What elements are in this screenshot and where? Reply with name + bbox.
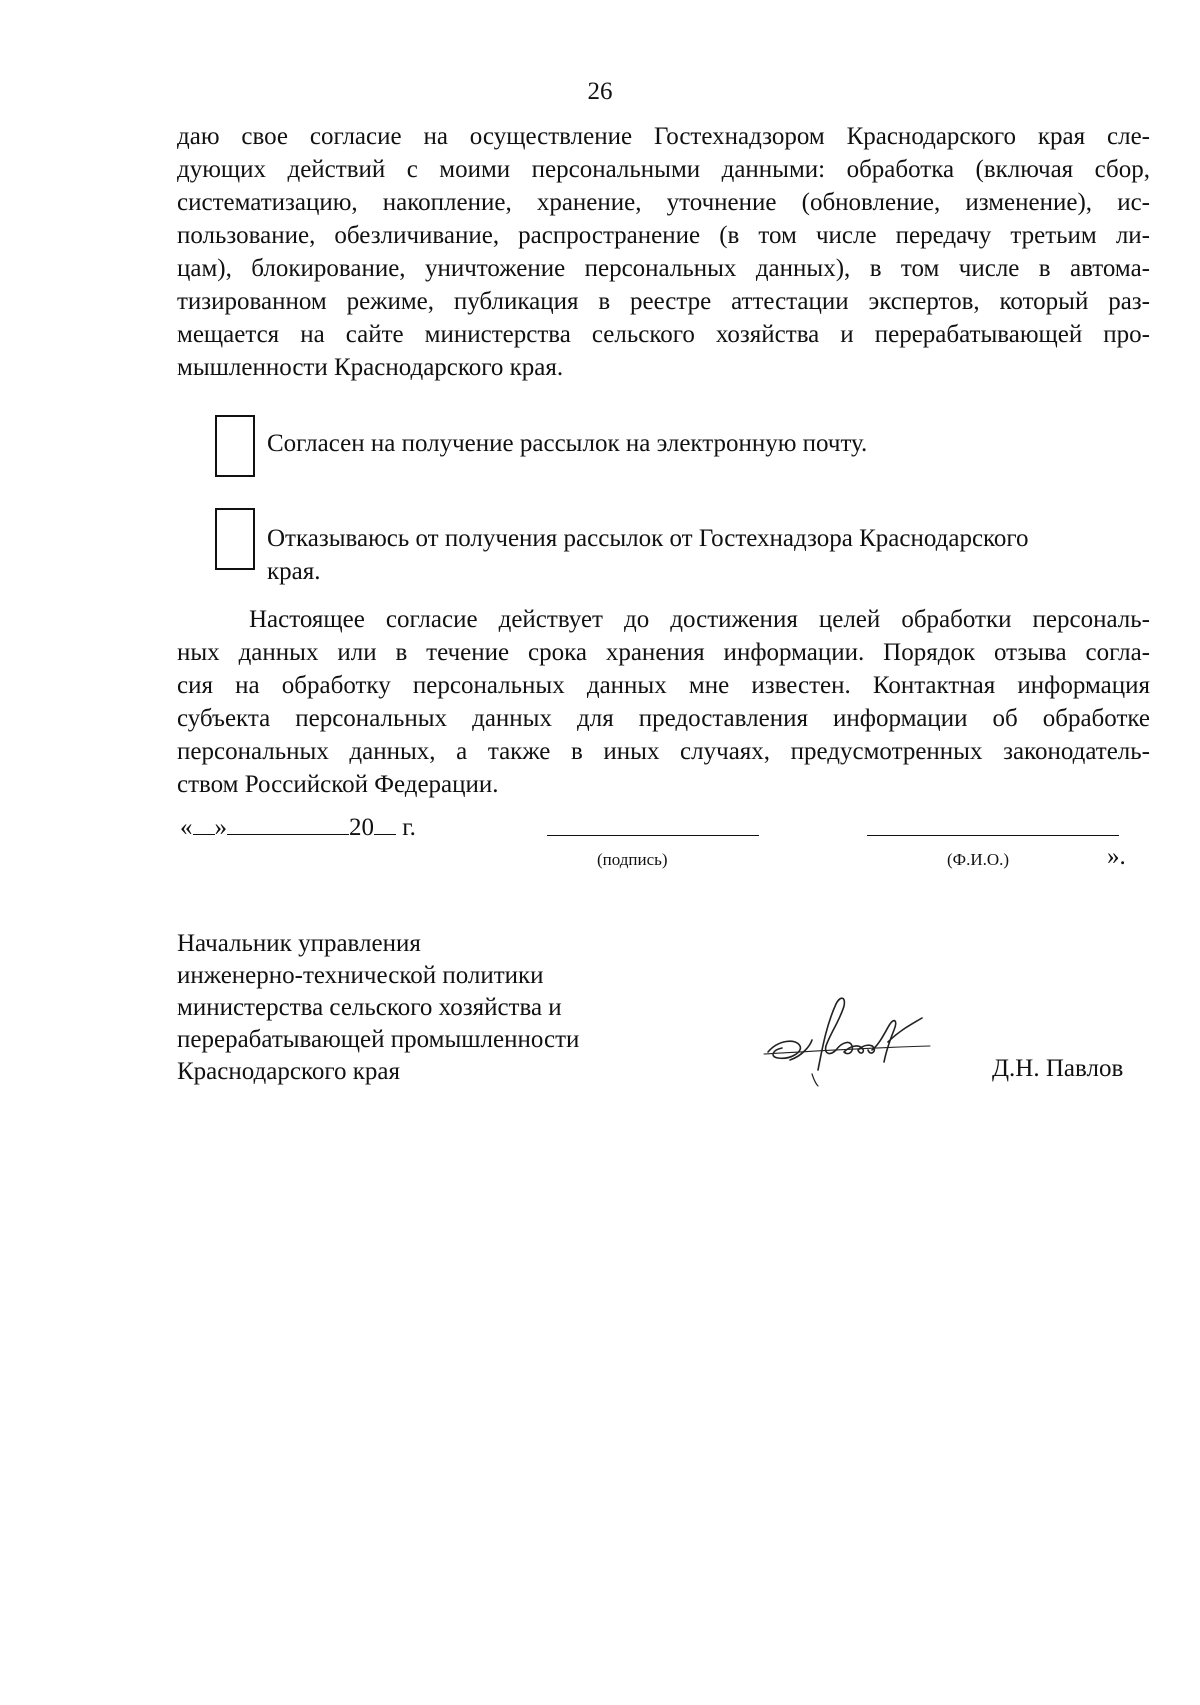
date-open-quote: «	[180, 814, 193, 841]
consent-line: мещается на сайте министерства сельского хозяйства и перерабатывающей про-	[177, 321, 1150, 348]
consent-paragraph	[177, 120, 1150, 384]
consent-line: даю свое согласие на осуществление Гостехнадзором Краснодарского края сле-	[177, 123, 1150, 150]
consent-line: дующих действий с моими персональными данными: обработка (включая сбор,	[177, 156, 1150, 183]
newsletter-refuse-checkbox[interactable]	[215, 508, 255, 570]
date-close-quote: »	[214, 814, 227, 841]
validity-paragraph	[177, 603, 1150, 801]
consent-line: мышленности Краснодарского края.	[177, 354, 564, 381]
name-caption: (Ф.И.О.)	[947, 850, 1010, 869]
signatory-line: Краснодарского края	[177, 1058, 400, 1085]
page-number: 26	[587, 78, 613, 105]
newsletter-refuse-label-cont: края.	[267, 558, 321, 585]
closing-quote: ».	[1107, 843, 1126, 870]
signatory-title	[177, 928, 579, 1088]
day-blank[interactable]	[193, 810, 215, 835]
consent-line: пользование, обезличивание, распространение (в том числе передачу третьим ли-	[177, 222, 1150, 249]
signatory-line: инженерно-технической политики	[177, 962, 544, 989]
signer-name: Д.Н. Павлов	[992, 1055, 1124, 1082]
signatory-line: министерства сельского хозяйства и	[177, 994, 562, 1021]
handwritten-signature	[760, 990, 940, 1090]
signature-caption: (подпись)	[597, 850, 668, 869]
signature-stroke	[812, 1074, 818, 1086]
signatory-line: Начальник управления	[177, 930, 421, 957]
newsletter-agree-checkbox[interactable]	[215, 415, 255, 477]
year-suffix: г.	[402, 814, 416, 841]
signature-stroke	[872, 1021, 896, 1062]
signature-blank[interactable]	[547, 835, 759, 836]
validity-line: ством Российской Федерации.	[177, 771, 499, 798]
validity-line: субъекта персональных данных для предоставления информации об обработке	[177, 705, 1150, 732]
year-blank[interactable]	[374, 810, 396, 835]
validity-line: Настоящее согласие действует до достижения целей обработки персональ-	[249, 606, 1150, 633]
newsletter-agree-label: Согласен на получение рассылок на электронную почту.	[267, 430, 868, 457]
date-field[interactable]	[180, 810, 416, 842]
validity-line: ных данных или в течение срока хранения информации. Порядок отзыва согла-	[177, 639, 1150, 666]
consent-line: систематизацию, накопление, хранение, уточнение (обновление, изменение), ис-	[177, 189, 1150, 216]
consent-line: тизированном режиме, публикация в реестре аттестации экспертов, который раз-	[177, 288, 1150, 315]
month-blank[interactable]	[227, 810, 349, 835]
signature-stroke	[790, 1040, 812, 1060]
signature-stroke	[768, 1041, 800, 1058]
year-prefix: 20	[349, 814, 374, 841]
newsletter-refuse-label: Отказываюсь от получения рассылок от Гостехнадзора Краснодарского	[267, 525, 1029, 552]
full-name-blank[interactable]	[867, 835, 1119, 836]
consent-line: цам), блокирование, уничтожение персональных данных), в том числе в автома-	[177, 255, 1150, 282]
validity-line: персональных данных, а также в иных случаях, предусмотренных законодатель-	[177, 738, 1150, 765]
signature-stroke	[818, 998, 844, 1070]
validity-line: сия на обработку персональных данных мне известен. Контактная информация	[177, 672, 1150, 699]
signatory-line: перерабатывающей промышленности	[177, 1026, 580, 1053]
